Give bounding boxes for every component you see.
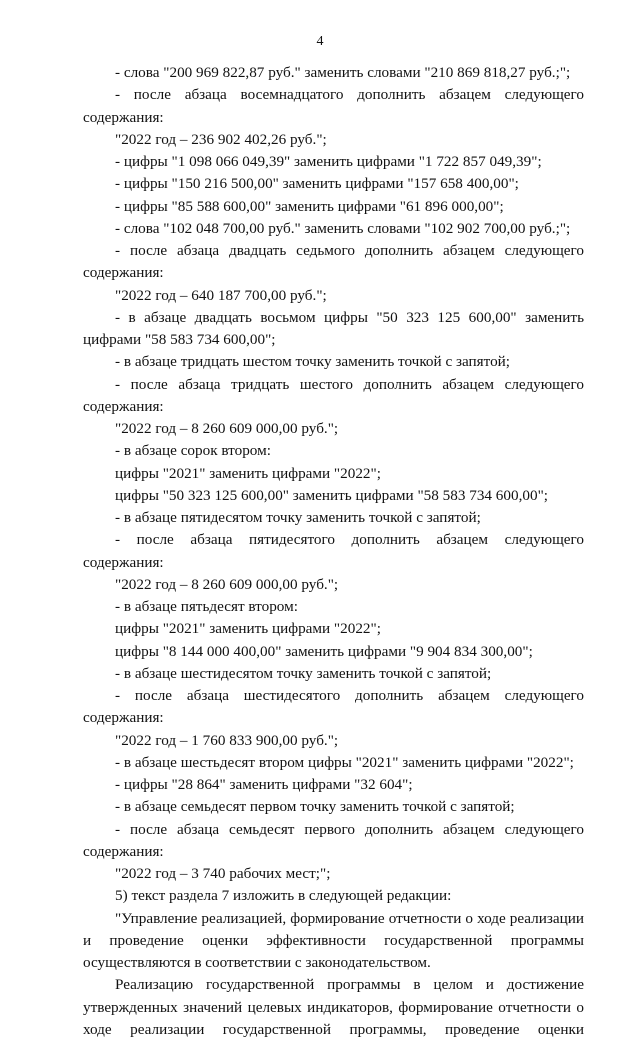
text-line: и проведение оценки эффективности государственной программы <box>83 931 584 949</box>
text-line: содержания: <box>83 709 164 727</box>
text-line: "Управление реализацией, формирование отчетности о ходе реализации <box>115 909 584 927</box>
text-line: цифры "8 144 000 400,00" заменить цифрами "9 904 834 300,00"; <box>115 642 533 660</box>
text-line: - в абзаце тридцать шестом точку заменить точкой с запятой; <box>115 353 511 371</box>
text-line: "2022 год – 640 187 700,00 руб."; <box>115 286 327 304</box>
text-line: 5) текст раздела 7 изложить в следующей редакции: <box>115 887 452 905</box>
text-line: - слова "102 048 700,00 руб." заменить словами "102 902 700,00 руб.;"; <box>115 219 571 237</box>
text-line: - после абзаца тридцать шестого дополнить абзацем следующего <box>115 375 584 393</box>
text-line: - в абзаце пятьдесят втором: <box>115 598 298 615</box>
text-line: - после абзаца семьдесят первого дополнить абзацем следующего <box>115 820 584 838</box>
text-line: содержания: <box>83 264 164 282</box>
text-line: - в абзаце сорок втором: <box>115 442 271 460</box>
text-line: "2022 год – 3 740 рабочих мест;"; <box>115 865 331 882</box>
text-line: - цифры "85 588 600,00" заменить цифрами "61 896 000,00"; <box>115 197 504 215</box>
text-line: содержания: <box>83 842 164 860</box>
text-line: - в абзаце семьдесят первом точку заменить точкой с запятой; <box>115 798 515 816</box>
text-line: "2022 год – 8 260 609 000,00 руб."; <box>115 420 339 437</box>
text-line: "2022 год – 8 260 609 000,00 руб."; <box>115 575 339 593</box>
text-line: - после абзаца шестидесятого дополнить абзацем следующего <box>115 687 584 704</box>
text-line: содержания: <box>83 553 164 571</box>
text-line: ходе реализации государственной программы, проведение оценки <box>83 1020 584 1038</box>
text-line: утвержденных значений целевых индикаторов, формирование отчетности о <box>83 998 584 1016</box>
text-line: - цифры "1 098 066 049,39" заменить цифрами "1 722 857 049,39"; <box>115 153 542 170</box>
text-line: - цифры "28 864" заменить цифрами "32 604"; <box>115 776 413 793</box>
text-line: цифры "2021" заменить цифрами "2022"; <box>115 464 381 482</box>
text-line: содержания: <box>83 108 164 126</box>
text-line: - после абзаца двадцать седьмого дополнить абзацем следующего <box>115 242 584 259</box>
text-line: - в абзаце двадцать восьмом цифры "50 323 125 600,00" заменить <box>115 308 584 326</box>
text-line: осуществляются в соответствии с законодательством. <box>83 954 431 971</box>
text-line: цифрами "58 583 734 600,00"; <box>83 331 276 348</box>
text-line: - в абзаце шестидесятом точку заменить точкой с запятой; <box>115 664 492 682</box>
text-line: "2022 год – 236 902 402,26 руб."; <box>115 130 327 148</box>
text-line: цифры "50 323 125 600,00" заменить цифрами "58 583 734 600,00"; <box>115 486 548 504</box>
text-line: - в абзаце шестьдесят втором цифры "2021" заменить цифрами "2022"; <box>115 753 574 771</box>
text-line: - после абзаца пятидесятого дополнить абзацем следующего <box>115 531 584 549</box>
text-line: - в абзаце пятидесятом точку заменить точкой с запятой; <box>115 509 481 526</box>
text-line: - цифры "150 216 500,00" заменить цифрами "157 658 400,00"; <box>115 175 519 193</box>
text-line: "2022 год – 1 760 833 900,00 руб."; <box>115 731 339 749</box>
text-line: содержания: <box>83 397 164 415</box>
text-line: цифры "2021" заменить цифрами "2022"; <box>115 620 381 638</box>
text-line: - после абзаца восемнадцатого дополнить абзацем следующего <box>115 86 584 104</box>
page-number: 4 <box>316 34 324 49</box>
text-line: - слова "200 969 822,87 руб." заменить словами "210 869 818,27 руб.;"; <box>115 64 571 81</box>
text-line: Реализацию государственной программы в целом и достижение <box>115 976 584 994</box>
